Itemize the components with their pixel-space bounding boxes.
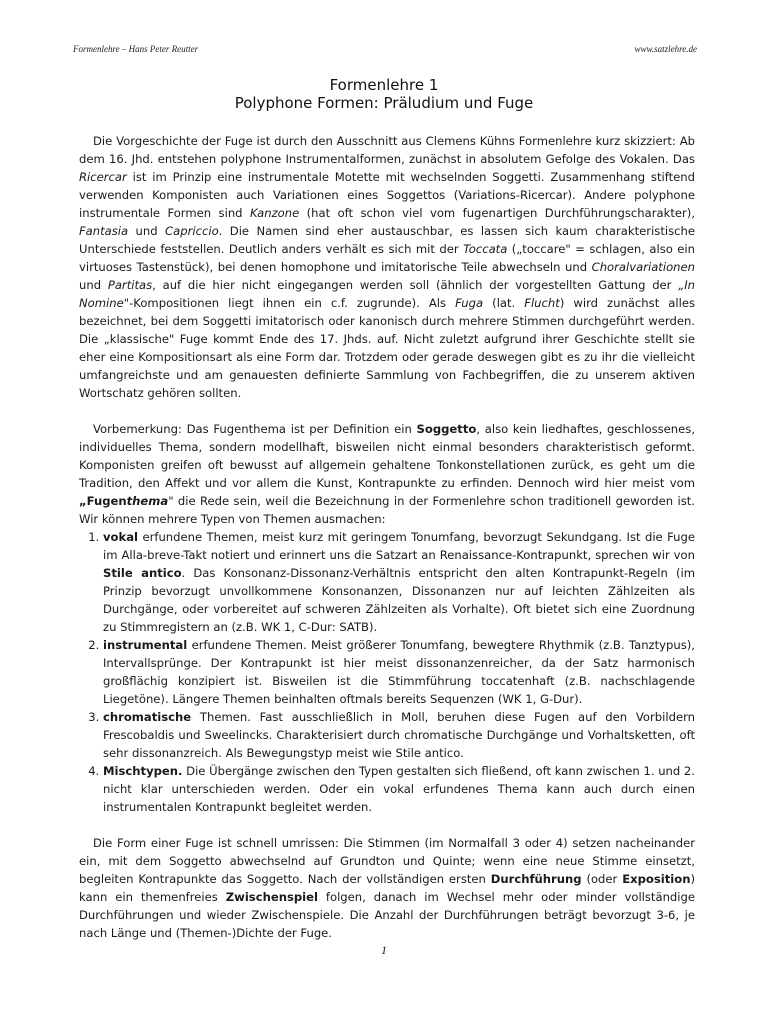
term-flucht: Flucht (524, 296, 560, 310)
term-fugenthema: „Fugenthema (79, 494, 169, 508)
term-soggetto: Soggetto (416, 422, 477, 436)
list-item: 2. instrumental erfundene Themen. Meist größerer Tonumfang, bewegtere Rhythmik (z.B. Tanztypus), Intervallsprünge. Der Kontrapunkt ist hier meist dissonanzenreicher, da der Satz harmonisch großflächig konzipiert ist. Bisweilen ist die Stimmführung toccatenhaft (z.B. nachschlagende Liegetöne). Längere Themen beinhalten oftmals bereits Sequenzen (WK 1, G-Dur). (103, 636, 695, 708)
header-website: www.satzlehre.de (634, 44, 697, 54)
page-number: 1 (381, 943, 387, 957)
body-text (79, 132, 695, 942)
document-subtitle: Polyphone Formen: Präludium und Fuge (234, 94, 534, 112)
list-item: 3. chromatische Themen. Fast ausschließlich in Moll, beruhen diese Fugen auf den Vorbildern Frescobaldis und Sweelincks. Charakterisiert durch chromatische Durchgänge und Vorhaltsketten, oft sehr dissonanzreich. Als Bewegungstyp meist wie Stile antico. (103, 708, 695, 762)
title-block (0, 76, 768, 112)
paragraph-form: Die Form einer Fuge ist schnell umrissen: Die Stimmen (im Normalfall 3 oder 4) setzen nacheinander ein, mit dem Soggetto abwechselnd auf Grundton und Quinte; wenn eine neue Stimme einsetzt, begleiten Kontrapunkte das Soggetto. Nach der vollständigen ersten Durchführung (oder Exposition) kann ein themenfreies Zwischenspiel folgen, danach im Wechsel mehr oder minder vollständige Durchführungen und wieder Zwischenspiele. Die Anzahl der Durchführungen beträgt bevorzugt 3-6, je nach Länge und (Themen-)Dichte der Fuge. (79, 836, 695, 940)
term-kanzone: Kanzone (249, 206, 300, 220)
theme-types-list (79, 528, 695, 816)
term-toccata: Toccata (463, 242, 508, 256)
document-title: Formenlehre 1 (329, 76, 439, 94)
list-item: 4. Mischtypen. Die Übergänge zwischen den Typen gestalten sich fließend, oft kann zwischen 1. und 2. nicht klar unterschieden werden. Oder ein vokal erfundenes Thema kann auch durch einen instrumentalen Kontrapunkt begleitet werden. (103, 762, 695, 816)
header-author: Formenlehre – Hans Peter Reutter (73, 44, 199, 54)
term-choralvariationen: Choralvariationen (591, 260, 695, 274)
term-partitas: Partitas (107, 278, 153, 292)
term-zwischenspiel: Zwischenspiel (225, 890, 318, 904)
term-capriccio: Capriccio (165, 224, 219, 238)
paragraph-preliminary: Vorbemerkung: Das Fugenthema ist per Definition ein Soggetto, also kein liedhaftes, geschlossenes, individuelles Thema, sondern modellhaft, bisweilen nicht einmal besonders charakteristisch geformt. Komponisten greifen oft bewusst auf allgemein gehaltene Tonkonstellationen zurück, es geht um die Tradition, den Affekt und vor allem die Kunst, Kontrapunkte zu erfinden. Dennoch wird hier meist vom „Fugenthema" die Rede sein, weil die Bezeichnung in der Formenlehre schon traditionell geworden ist. Wir können mehrere Typen von Themen ausmachen: (79, 422, 695, 526)
list-item: 1. vokal erfundene Themen, meist kurz mit geringem Tonumfang, bevorzugt Sekundgang. Ist die Fuge im Alla-breve-Takt notiert und erinnert uns die Satzart an Renaissance-Kontrapunkt, sprechen wir von Stile antico. Das Konsonanz-Dissonanz-Verhältnis entspricht den alten Kontrapunkt-Regeln (im Prinzip bevorzugt unvollkommene Konsonanzen, Dissonanzen nur auf leichten Zählzeiten als Durchgänge, oder vorbereitet auf schweren Zählzeiten als Vorhalte). Oft bietet sich eine Zuordnung zu Stimmregistern an (z.B. WK 1, C-Dur: SATB). (103, 528, 695, 636)
term-exposition: Exposition (622, 872, 691, 886)
term-fantasia: Fantasia (79, 224, 129, 238)
running-header (73, 44, 697, 54)
paragraph-history: Die Vorgeschichte der Fuge ist durch den Ausschnitt aus Clemens Kühns Formenlehre kurz skizziert: Ab dem 16. Jhd. entstehen polyphone Instrumentalformen, zunächst in absolutem Gefolge des Vokalen. Das Ricercar ist im Prinzip eine instrumentale Motette mit wechselnden Soggetti. Zusammenhang stiftend verwenden Komponisten auch Variationen eines Soggettos (Variations-Ricercar). Andere polyphone instrumentale Formen sind Kanzone (hat oft schon viel vom fugenartigen Durchführungscharakter), Fantasia und Capriccio. Die Namen sind eher austauschbar, es lassen sich kaum charakteristische Unterschiede feststellen. Deutlich anders verhält es sich mit der Toccata („toccare" = schlagen, also ein virtuoses Tastenstück), bei denen homophone und imitatorische Teile abwechseln und Choralvariationen und Partitas, auf die hier nicht eingegangen werden soll (ähnlich der vorgestellten Gattung der „In Nomine"-Kompositionen liegt ihnen ein c.f. zugrunde). Als Fuga (lat. Flucht) wird zunächst alles bezeichnet, bei dem Soggetti imitatorisch oder kanonisch durch mehrere Stimmen durchgeführt werden. Die „klassische" Fuge kommt Ende des 17. Jhds. auf. Nicht zuletzt aufgrund ihrer Geschichte stellt sie eher eine Kompositionsart als eine Form dar. Trotzdem oder gerade deswegen gibt es zu ihr die vielleicht umfangreichste und am genauesten definierte Sammlung von Fachbegriffen, die zu unserem aktiven Wortschatz gehören sollten. (79, 134, 696, 400)
term-in-nomine: „In Nomine" (79, 278, 695, 310)
term-durchfuehrung: Durchführung (490, 872, 582, 886)
term-ricercar: Ricercar (79, 170, 127, 184)
term-fuga: Fuga (455, 296, 484, 310)
